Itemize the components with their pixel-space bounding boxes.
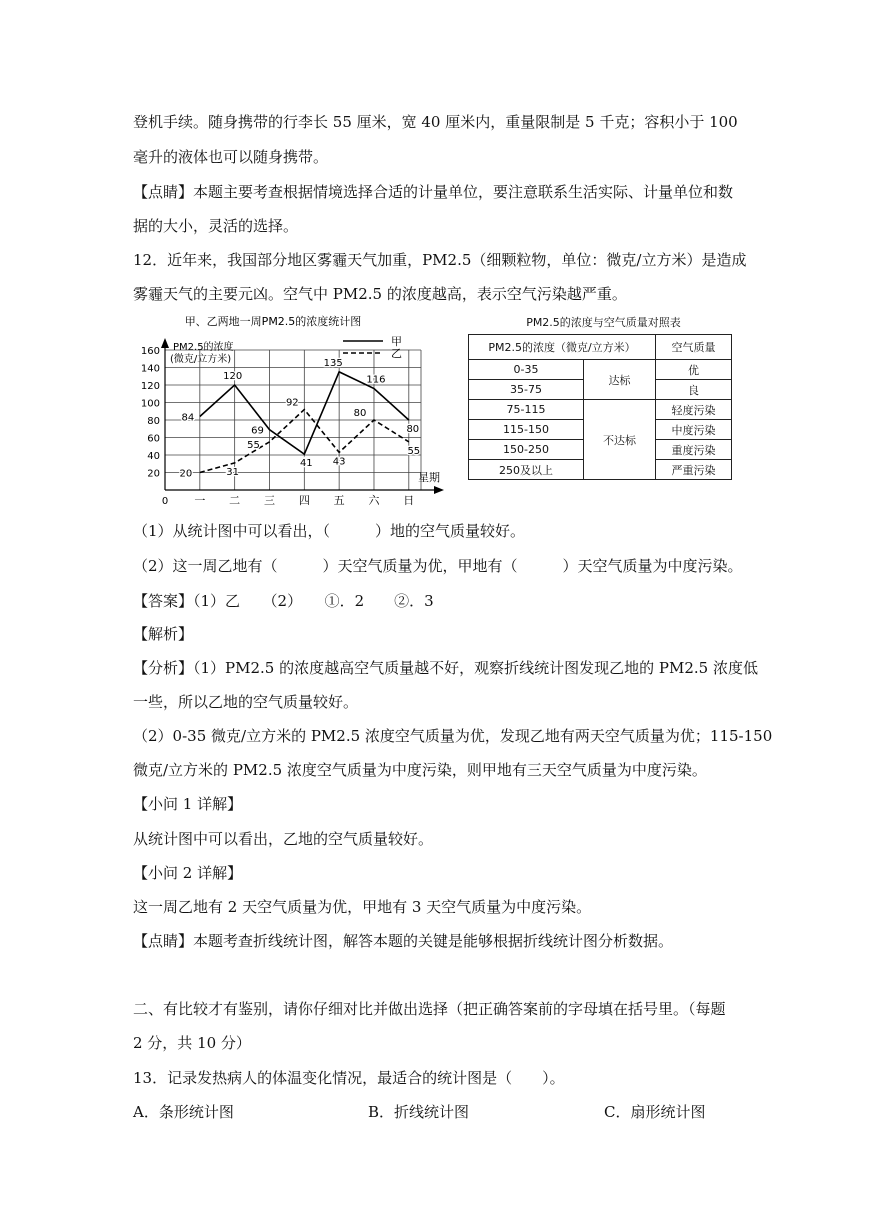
y-tick-label: 40 (147, 451, 160, 462)
text-line-4: 据的大小，灵活的选择。 (133, 217, 299, 235)
x-tick-label: 一 (194, 494, 206, 507)
x-tick-label: 日 (403, 494, 415, 507)
detail-2-text: 这一周乙地有 2 天空气质量为优，甲地有 3 天空气质量为中度污染。 (133, 898, 592, 916)
answer-line: 【答案】（1）乙 （2） ①．2 ②．3 (133, 592, 434, 610)
table-row (469, 400, 732, 420)
quality-cell: 重度污染 (656, 440, 732, 460)
analysis-line-2: 一些，所以乙地的空气质量较好。 (133, 693, 359, 711)
range-cell: 115-150 (469, 420, 584, 440)
quality-cell: 优 (656, 360, 732, 380)
x-tick-label: 三 (263, 494, 275, 507)
detail-2-heading: 【小问 2 详解】 (133, 864, 243, 882)
quality-cell: 良 (656, 380, 732, 400)
y-tick-label: 120 (140, 381, 160, 392)
option-b[interactable]: B．折线统计图 (368, 1103, 470, 1121)
data-label-乙: 20 (179, 468, 193, 480)
pm25-line-chart (133, 312, 453, 517)
text-line-1: 登机手续。随身携带的行李长 55 厘米，宽 40 厘米内，重量限制是 5 千克；容积小于 100 (133, 113, 738, 131)
quality-cell: 中度污染 (656, 420, 732, 440)
range-cell: 150-250 (469, 440, 584, 460)
quality-cell: 严重污染 (656, 460, 732, 480)
x-axis-arrow (434, 486, 444, 494)
dianjing-2: 【点睛】本题考查折线统计图，解答本题的关键是能够根据折线统计图分析数据。 (133, 932, 674, 950)
range-cell: 0-35 (469, 360, 584, 380)
header-quality: 空气质量 (656, 335, 732, 360)
question-2: （2）这一周乙地有（ ）天空气质量为优，甲地有（ ）天空气质量为中度污染。 (133, 557, 743, 575)
table-row (469, 360, 732, 380)
air-quality-table (468, 334, 732, 480)
x-tick-label: 二 (229, 494, 241, 507)
data-label-乙: 31 (226, 466, 240, 478)
x-axis-label: 星期 (418, 471, 440, 484)
y-tick-label: 80 (147, 416, 160, 427)
data-label-甲: 80 (406, 424, 420, 435)
detail-1-text: 从统计图中可以看出，乙地的空气质量较好。 (133, 830, 434, 848)
q12-line-2: 雾霾天气的主要元凶。空气中 PM2.5 的浓度越高，表示空气污染越严重。 (133, 285, 627, 303)
data-label-甲: 120 (223, 371, 243, 382)
data-label-甲: 84 (181, 412, 195, 424)
group-label-cell: 达标 (584, 360, 656, 400)
q12-line-1: 12．近年来，我国部分地区雾霾天气加重，PM2.5（细颗粒物，单位：微克/立方米）是造成 (133, 251, 747, 269)
data-label-甲: 116 (366, 374, 386, 386)
chart-title: 甲、乙两地一周PM2.5的浓度统计图 (184, 315, 362, 328)
question-13: 13．记录发热病人的体温变化情况，最适合的统计图是（ ）。 (133, 1069, 565, 1087)
analysis-line-3: （2）0-35 微克/立方米的 PM2.5 浓度空气质量为优，发现乙地有两天空气质量为优；115-150 (133, 727, 773, 745)
data-label-乙: 43 (332, 456, 346, 468)
data-label-乙: 80 (353, 408, 367, 419)
section-2-line-1: 二、有比较才有鉴别，请你仔细对比并做出选择（把正确答案前的字母填在括号里。（每题 (133, 1000, 726, 1018)
data-label-乙: 55 (247, 439, 260, 451)
y-axis-label-unit: (微克/立方米) (170, 354, 232, 365)
question-1: （1）从统计图中可以看出，（ ）地的空气质量较好。 (133, 522, 526, 540)
y-tick-label: 140 (140, 363, 160, 375)
legend-label-乙: 乙 (391, 347, 402, 360)
x-tick-label: 四 (298, 494, 310, 507)
legend-label-甲: 甲 (391, 335, 402, 348)
group-label-cell: 不达标 (584, 400, 656, 480)
analysis-line-1: 【分析】（1）PM2.5 的浓度越高空气质量越不好，观察折线统计图发现乙地的 PM2.5 浓度低 (133, 659, 758, 677)
section-2-line-2: 2 分，共 10 分） (133, 1034, 251, 1052)
option-a[interactable]: A．条形统计图 (133, 1103, 234, 1121)
text-line-2: 毫升的液体也可以随身携带。 (133, 148, 329, 166)
data-label-甲: 41 (299, 458, 313, 470)
data-label-乙: 92 (285, 397, 299, 409)
option-c[interactable]: C．扇形统计图 (604, 1103, 706, 1121)
y-axis-arrow (161, 338, 169, 348)
y-axis-label: PM2.5的浓度 (173, 342, 234, 353)
detail-1-heading: 【小问 1 详解】 (133, 795, 243, 813)
table-title: PM2.5的浓度与空气质量对照表 (526, 316, 681, 329)
range-cell: 75-115 (469, 400, 584, 420)
quality-cell: 轻度污染 (656, 400, 732, 420)
range-cell: 35-75 (469, 380, 584, 400)
y-tick-label: 160 (140, 346, 160, 357)
x-tick-label: 六 (368, 494, 380, 507)
air-quality-table-block (466, 312, 741, 480)
y-tick-label: 60 (147, 433, 160, 445)
origin-label: 0 (161, 496, 169, 507)
y-tick-label: 20 (147, 468, 160, 480)
data-label-乙: 55 (407, 445, 421, 457)
header-concentration: PM2.5的浓度（微克/立方米） (469, 335, 656, 360)
y-tick-label: 100 (140, 398, 160, 410)
table-header-row (469, 335, 732, 360)
range-cell: 250及以上 (469, 460, 584, 480)
analysis-line-4: 微克/立方米的 PM2.5 浓度空气质量为中度污染，则甲地有三天空气质量为中度污染。 (133, 761, 707, 779)
dianjing-1: 【点睛】本题主要考查根据情境选择合适的计量单位，要注意联系生活实际、计量单位和数 (133, 183, 734, 201)
x-tick-label: 五 (333, 494, 345, 507)
data-label-甲: 135 (323, 357, 343, 369)
data-label-甲: 69 (251, 425, 264, 437)
analysis-heading: 【解析】 (133, 625, 194, 643)
